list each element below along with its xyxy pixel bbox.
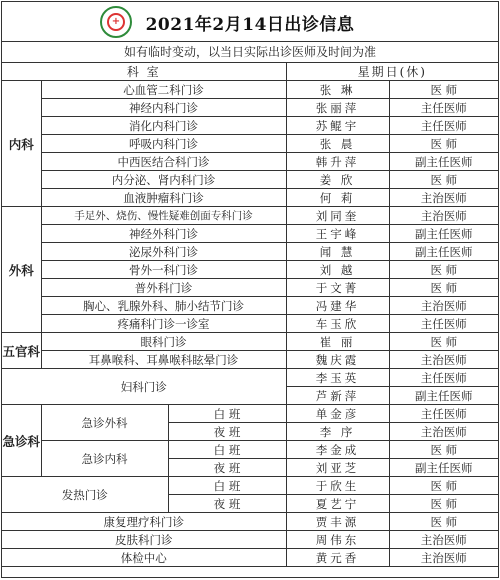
title-cell: 副主任医师 <box>389 243 498 261</box>
title-cell: 主任医师 <box>389 369 498 387</box>
title-cell: 主治医师 <box>389 531 498 549</box>
table-row <box>2 315 498 333</box>
table-row <box>2 207 498 225</box>
table-row <box>2 171 498 189</box>
doctor-cell: 刘 越 <box>286 261 389 279</box>
clinic-cell: 体检中心 <box>2 549 286 567</box>
category-cell: 五官科 <box>2 333 41 369</box>
header <box>2 2 498 42</box>
clinic-cell: 急诊内科 <box>41 441 168 477</box>
title-cell: 医 师 <box>389 135 498 153</box>
table-row <box>2 135 498 153</box>
doctor-cell: 刘亚芝 <box>286 459 389 477</box>
title-cell: 医 师 <box>389 171 498 189</box>
table-row <box>2 189 498 207</box>
clinic-cell: 心血管二科门诊 <box>41 81 286 99</box>
title-cell: 医 师 <box>389 81 498 99</box>
doctor-cell: 王宇峰 <box>286 225 389 243</box>
table-row <box>2 117 498 135</box>
title-cell: 主治医师 <box>389 189 498 207</box>
clinic-cell: 普外科门诊 <box>41 279 286 297</box>
table-row <box>2 549 498 567</box>
doctor-cell: 苏鲲宇 <box>286 117 389 135</box>
clinic-cell: 神经外科门诊 <box>41 225 286 243</box>
title-cell: 医 师 <box>389 513 498 531</box>
title-cell: 主任医师 <box>389 315 498 333</box>
clinic-cell: 妇科门诊 <box>2 369 286 405</box>
hospital-logo-icon: + <box>100 6 132 38</box>
clinic-cell: 手足外、烧伤、慢性疑难创面专科门诊 <box>41 207 286 225</box>
page-title: 2021年2月14日出诊信息 <box>145 15 355 35</box>
table-row <box>2 477 498 495</box>
dept-header: 科 室 <box>2 63 286 81</box>
category-cell: 内科 <box>2 81 41 207</box>
clinic-cell: 内分泌、肾内科门诊 <box>41 171 286 189</box>
title-cell: 医 师 <box>389 477 498 495</box>
doctor-cell: 刘同奎 <box>286 207 389 225</box>
clinic-cell: 耳鼻喉科、耳鼻喉科眩晕门诊 <box>41 351 286 369</box>
doctor-cell: 黄元香 <box>286 549 389 567</box>
title-cell: 医 师 <box>389 333 498 351</box>
doctor-cell: 魏庆霞 <box>286 351 389 369</box>
table-row <box>2 81 498 99</box>
doctor-cell: 张 晨 <box>286 135 389 153</box>
title-cell: 副主任医师 <box>389 459 498 477</box>
table-row <box>2 369 498 387</box>
shift-cell: 夜 班 <box>168 459 286 477</box>
doctor-cell: 李玉英 <box>286 369 389 387</box>
clinic-cell: 皮肤科门诊 <box>2 531 286 549</box>
table-row <box>2 405 498 423</box>
title-cell: 主治医师 <box>389 423 498 441</box>
shift-cell: 白 班 <box>168 477 286 495</box>
doctor-cell: 贾丰源 <box>286 513 389 531</box>
doctor-cell: 冯建华 <box>286 297 389 315</box>
doctor-cell: 于欣生 <box>286 477 389 495</box>
category-cell: 外科 <box>2 207 41 333</box>
title-cell: 副主任医师 <box>389 153 498 171</box>
clinic-cell: 呼吸内科门诊 <box>41 135 286 153</box>
doctor-cell: 周伟东 <box>286 531 389 549</box>
shift-cell: 白 班 <box>168 405 286 423</box>
table-row <box>2 351 498 369</box>
clinic-cell: 发热门诊 <box>2 477 168 513</box>
title-cell: 医 师 <box>389 441 498 459</box>
title-cell: 主治医师 <box>389 549 498 567</box>
table-row <box>2 513 498 531</box>
table-header-row <box>2 63 498 81</box>
shift-cell: 夜 班 <box>168 423 286 441</box>
schedule-sheet <box>1 1 499 578</box>
clinic-cell: 泌尿外科门诊 <box>41 243 286 261</box>
shift-cell: 夜 班 <box>168 495 286 513</box>
clinic-cell: 神经内科门诊 <box>41 99 286 117</box>
table-row <box>2 333 498 351</box>
title-cell: 主任医师 <box>389 405 498 423</box>
title-cell: 主治医师 <box>389 351 498 369</box>
clinic-cell: 胸心、乳腺外科、肺小结节门诊 <box>41 297 286 315</box>
clinic-cell: 血液肿瘤科门诊 <box>41 189 286 207</box>
doctor-cell: 张 琳 <box>286 81 389 99</box>
clinic-cell: 眼科门诊 <box>41 333 286 351</box>
doctor-cell: 于文菁 <box>286 279 389 297</box>
clinic-cell: 骨外一科门诊 <box>41 261 286 279</box>
table-row <box>2 261 498 279</box>
doctor-cell: 韩升萍 <box>286 153 389 171</box>
table-row <box>2 531 498 549</box>
title-cell: 副主任医师 <box>389 387 498 405</box>
clinic-cell: 消化内科门诊 <box>41 117 286 135</box>
table-row <box>2 225 498 243</box>
doctor-cell: 张丽萍 <box>286 99 389 117</box>
doctor-cell: 姜 欣 <box>286 171 389 189</box>
title-cell: 医 师 <box>389 495 498 513</box>
doctor-cell: 车玉欣 <box>286 315 389 333</box>
doctor-cell: 夏艺宁 <box>286 495 389 513</box>
doctor-cell: 李 序 <box>286 423 389 441</box>
table-row <box>2 279 498 297</box>
table-row <box>2 441 498 459</box>
clinic-cell: 疼痛科门诊一诊室 <box>41 315 286 333</box>
weekday-header: 星期日(休) <box>286 63 498 81</box>
table-row <box>2 99 498 117</box>
table-row <box>2 243 498 261</box>
doctor-cell: 单金彦 <box>286 405 389 423</box>
doctor-cell: 闻 慧 <box>286 243 389 261</box>
title-cell: 主治医师 <box>389 297 498 315</box>
doctor-cell: 李金成 <box>286 441 389 459</box>
table-row <box>2 153 498 171</box>
shift-cell: 白 班 <box>168 441 286 459</box>
doctor-cell: 芦新萍 <box>286 387 389 405</box>
table-row <box>2 297 498 315</box>
title-cell: 主任医师 <box>389 117 498 135</box>
clinic-cell: 急诊外科 <box>41 405 168 441</box>
notice-text: 如有临时变动，以当日实际出诊医师及时间为准 <box>2 42 498 63</box>
clinic-cell: 中西医结合科门诊 <box>41 153 286 171</box>
category-cell: 急诊科 <box>2 405 41 477</box>
title-cell: 医 师 <box>389 279 498 297</box>
title-cell: 主任医师 <box>389 99 498 117</box>
doctor-cell: 崔 丽 <box>286 333 389 351</box>
title-cell: 医 师 <box>389 261 498 279</box>
clinic-cell: 康复理疗科门诊 <box>2 513 286 531</box>
title-cell: 主治医师 <box>389 207 498 225</box>
schedule-table <box>2 63 498 567</box>
doctor-cell: 何 莉 <box>286 189 389 207</box>
title-cell: 副主任医师 <box>389 225 498 243</box>
